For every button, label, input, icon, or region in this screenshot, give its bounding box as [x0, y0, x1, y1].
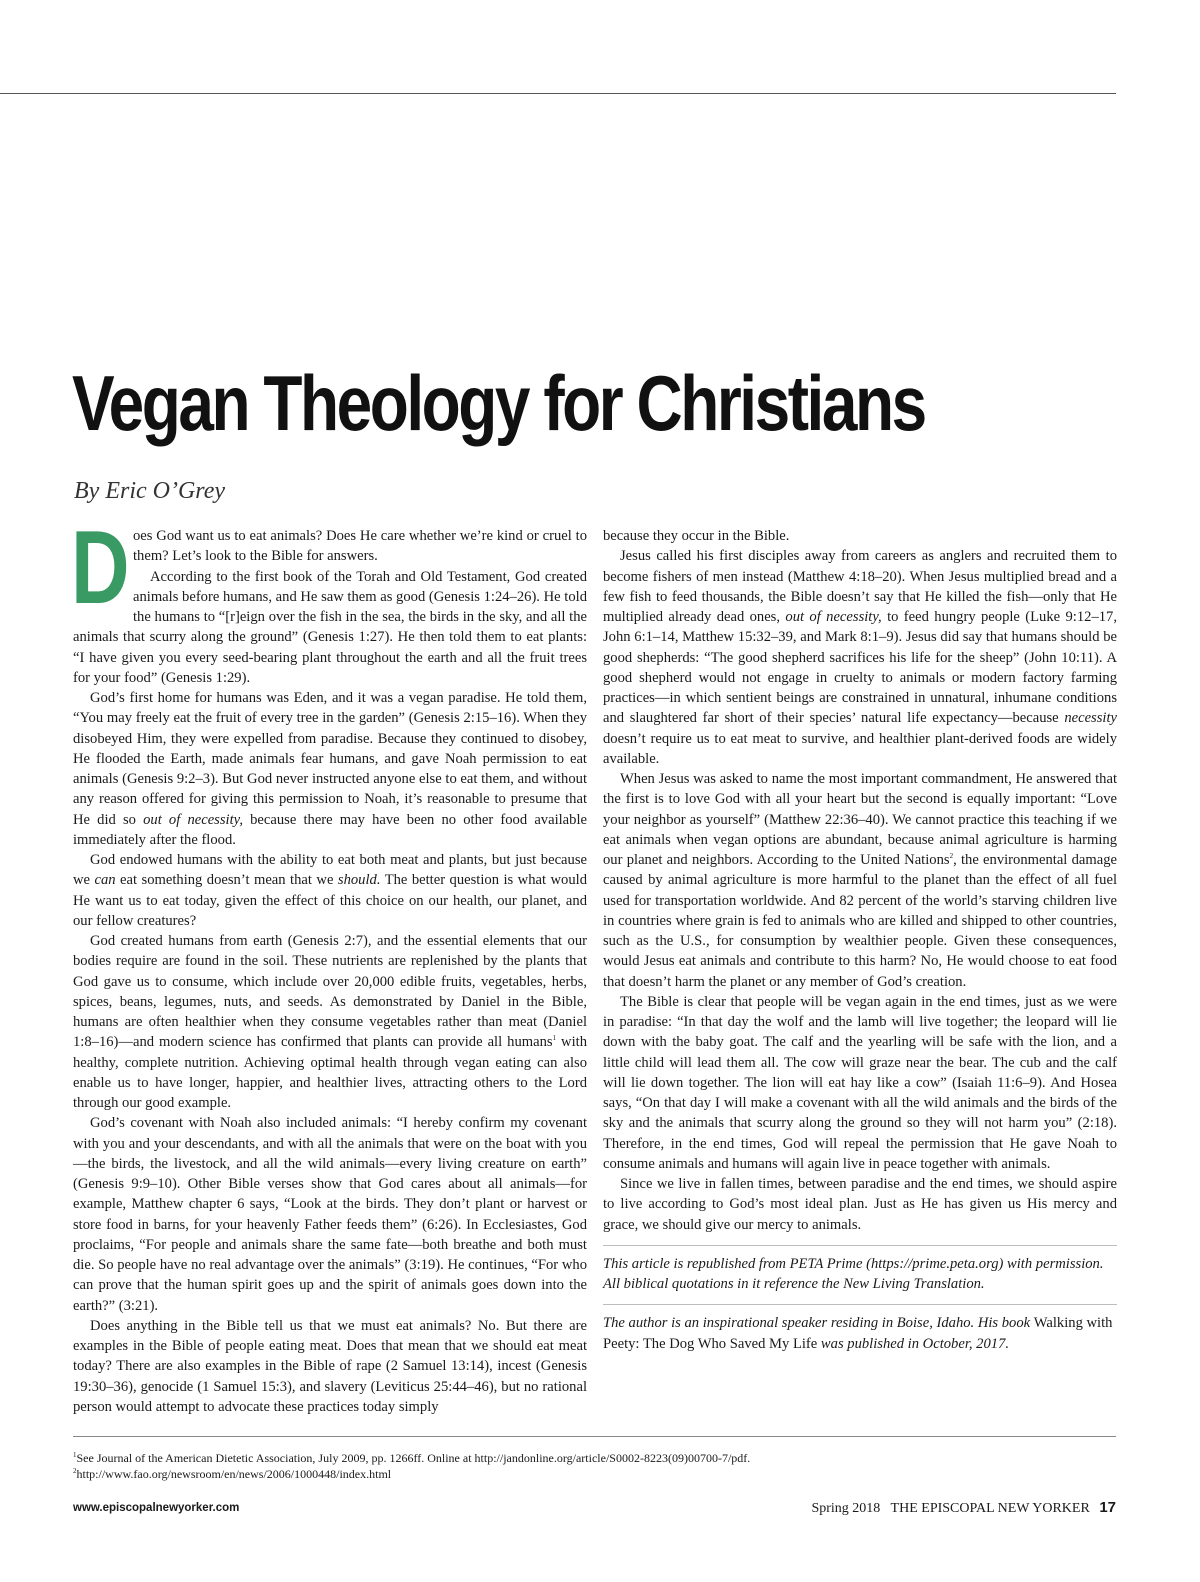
paragraph-6: God’s covenant with Noah also included animals: “I hereby confirm my covenant with you and your descendants, and with all the animals that were on the boat with you—the birds, the livestock, and all the wild animals—every living creature on earth” (Genesis 9:9–10). Other Bible verses show that God cares about all animals—for example, Matthew chapter 6 says, “Look at the birds. They don’t plant or harvest or store food in barns, for your heavenly Father feeds them” (6:26). In Ecclesiastes, God proclaims, “For people and animals share the same fate—both breathe and both must die. So people have no real advantage over the animals” (3:19). He continues, “For who can prove that the human spirit goes up and the spirit of animals goes down into the earth?” (3:21).: [73, 1115, 587, 1314]
paragraph-9: When Jesus was asked to name the most important commandment, He answered that the first is to love God with all your heart but the second is equally important: “Love your neighbor as yourself” (Matthew 22:36–40). We cannot practice this teaching if we eat animals when vegan options are abundant, because animal agriculture is harming our planet and neighbors. According to the United Nations$^2$, the environmental damage caused by animal agriculture is more harmful to the planet than the effect of all fuel used for transportation worldwide. And 82 percent of the world’s starving children live in countries where grain is fed to animals who are killed and shipped to other countries, such as the U.S., for consumption by wealthier people. Given these consequences, would Jesus eat animals and contribute to this harm? No, He would choose to eat food that doesn’t harm the planet or any member of God’s creation.: [603, 771, 1117, 990]
footer-website-link[interactable]: www.episcopalnewyorker.com: [73, 1502, 240, 1514]
footer-issue-info: [811, 1499, 1116, 1517]
footnotes: [73, 1450, 750, 1482]
paragraph-5: God created humans from earth (Genesis 2:7), and the essential elements that our bodies require are found in the soil. These nutrients are replenished by the plants that God gave us to consume, which include over 20,000 edible fruits, vegetables, herbs, spices, beans, legumes, nuts, and seeds. As demonstrated by Daniel in the Bible, humans are often healthier when they consume vegetables rather than meat (Daniel 1:8–16)—and modern science has confirmed that plants can provide all humans$^1$ with healthy, complete nutrition. Achieving optimal health through vegan eating can also enable us to have longer, happier, and healthier lives, attracting others to the Lord through our good example.: [73, 933, 587, 1111]
article-title: Vegan Theology for Christians: [72, 359, 925, 447]
note-divider: [603, 1304, 1117, 1305]
paragraph-1: Does God want us to eat animals? Does He care whether we’re kind or cruel to them? Let’s look to the Bible for answers.: [71, 510, 587, 626]
page-number: 17: [1099, 1499, 1116, 1516]
paragraph-7: Does anything in the Bible tell us that we must eat animals? No. But there are examples in the Bible of people eating meat. Does that mean that we should eat meat today? There are also examples in the Bible of rape (2 Samuel 13:14), incest (Genesis 19:30–36), genocide (1 Samuel 15:3), and slavery (Leviticus 25:44–46), but no rational person would attempt to advocate these practices today simply: [73, 1317, 587, 1415]
paragraph-2: According to the first book of the Torah and Old Testament, God created animals before humans, and He saw them as good (Genesis 1:24–26). He told the humans to “[r]eign over the fish in the sea, the birds in the sky, and all the animals that scurry along the ground” (Genesis 1:27). He then told them to eat plants: “I have given you every seed-bearing plant throughout the earth and all the fruit trees for your food” (Genesis 1:29).: [73, 568, 587, 686]
right-column: [603, 526, 1117, 1354]
note-divider: [603, 1245, 1117, 1246]
footnote-ref-1[interactable]: 1: [552, 1034, 557, 1043]
paragraph-11: Since we live in fallen times, between paradise and the end times, we should aspire to live according to God’s most ideal plan. Just as He has given us His mercy and grace, we should give our mercy to animals.: [603, 1176, 1117, 1233]
publication-name: THE EPISCOPAL NEW YORKER: [890, 1501, 1090, 1516]
paragraph-4: God endowed humans with the ability to eat both meat and plants, but just because we can eat something doesn’t mean that we should. The better question is what would He want us to eat today, given the effect of this choice on our health, our planet, and our fellow creatures?: [73, 852, 588, 929]
footnote-1: $^1$See Journal of the American Dietetic Association, July 2009, pp. 1266ff. Online at http://jandonline.org/article/S0002-8223(09)00700-7/pdf.: [73, 1451, 751, 1465]
paragraph-10: The Bible is clear that people will be vegan again in the end times, just as we were in paradise: “In that day the wolf and the lamb will live together; the leopard will lie down with the baby goat. The calf and the yearling will be safe with the lion, and a little child will lead them all. The cow will graze near the bear. The cub and the calf will lie down together. The lion will eat hay like a cow” (Isaiah 11:6–9). And Hosea says, “On that day I will make a covenant with all the wild animals and the birds of the sky and the animals that scurry along the ground so they will not harm you” (2:18). Therefore, in the end times, God will repeal the permission that He gave Noah to consume animals and humans will again live in peace together with animals.: [603, 993, 1117, 1172]
issue-date: Spring 2018: [811, 1501, 881, 1516]
paragraph-8: Jesus called his first disciples away from careers as anglers and recruited them to become fishers of men instead (Matthew 4:18–20). When Jesus multiplied bread and a few fish to feed thousands, the Bible doesn’t say that He killed the fish—only that He multiplied already dead ones, out of necessity, to feed hungry people (Luke 9:12–17, John 6:1–14, Matthew 15:32–39, and Mark 8:1–9). Jesus did say that humans should be good shepherds: “The good shepherd sacrifices his life for the sheep” (John 10:11). A good shepherd would not engage in cruelty to animals or modern factory farming practices—in which sentient beings are constrained in unnatural, inhumane conditions and slaughtered far short of their species’ natural life expectancy—because necessity doesn’t require us to eat meat to survive, and healthier plant-derived foods are widely available.: [603, 548, 1117, 767]
byline: By Eric O’Grey: [74, 478, 226, 504]
author-note: The author is an inspirational speaker residing in Boise, Idaho. His book Walking with Peety: The Dog Who Saved My Life was published in October, 2017.: [603, 1315, 1113, 1352]
left-column: [71, 510, 588, 1417]
book-title: Walking with Peety: The Dog Who Saved My Life: [603, 1315, 1113, 1352]
drop-cap: D: [71, 510, 130, 626]
footnote-ref-2[interactable]: 2: [949, 852, 954, 861]
paragraph-3: God’s first home for humans was Eden, and it was a vegan paradise. He told them, “You may freely eat the fruit of every tree in the garden” (Genesis 2:15–16). When they disobeyed Him, they were expelled from paradise. Because they continued to disobey, He flooded the Earth, made animals fear humans, and gave Noah permission to eat animals (Genesis 9:2–3). But God never instructed anyone else to eat them, and without any reason offered for giving this permission to Noah, it’s reasonable to presume that He did so out of necessity, because there may have been no other food available immediately after the flood.: [73, 690, 587, 848]
top-rule: [0, 93, 1116, 94]
republish-note: This article is republished from PETA Prime (https://prime.peta.org) with permission. All biblical quotations in it reference the New Living Translation.: [603, 1255, 1104, 1292]
footnote-rule: [73, 1436, 1116, 1437]
paragraph-7-continued: because they occur in the Bible.: [603, 528, 790, 544]
footnote-2: $^2$http://www.fao.org/newsroom/en/news/2006/1000448/index.html: [73, 1467, 392, 1481]
